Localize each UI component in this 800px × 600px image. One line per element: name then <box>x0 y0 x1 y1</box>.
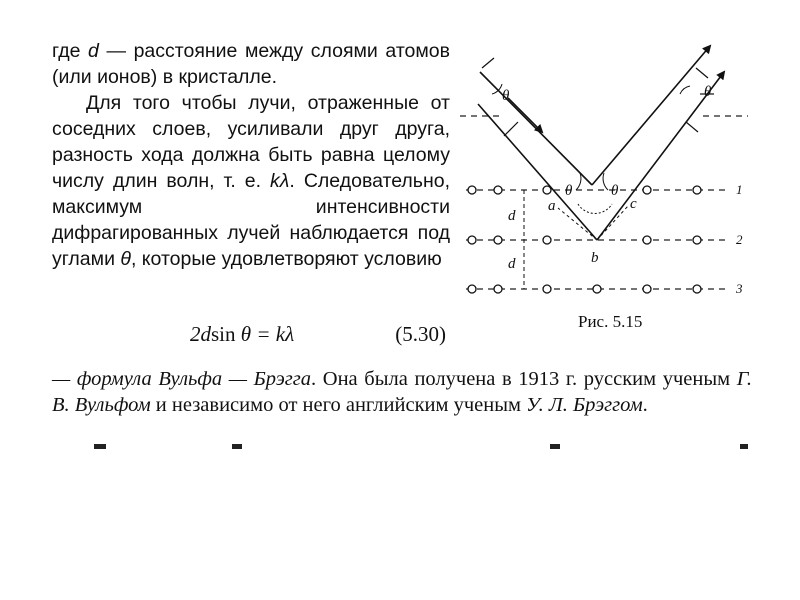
angle-arc <box>578 204 612 213</box>
label-theta: θ <box>704 84 712 100</box>
formula-part: 2d <box>190 322 211 346</box>
atom <box>494 285 502 293</box>
variable-d: d <box>88 40 99 62</box>
label-a: a <box>548 198 556 214</box>
label-spacing: d <box>508 208 516 224</box>
angle-arc <box>603 173 608 190</box>
glyph-fragment <box>94 444 106 449</box>
glyph-fragment <box>232 444 242 449</box>
label-spacing: d <box>508 256 516 272</box>
reflected-ray-1 <box>592 46 710 185</box>
text-span: , которые удовлетворяют условию <box>130 248 442 270</box>
wavefront-tick <box>482 58 494 68</box>
layer-number-2: 2 <box>736 232 743 247</box>
wavefront-tick <box>696 68 708 78</box>
text-span: где <box>52 40 89 62</box>
label-theta: θ <box>611 183 619 199</box>
wavefront-tick <box>504 122 518 136</box>
atom <box>468 236 476 244</box>
text-span: и независимо от него английским ученым <box>150 394 527 416</box>
atom <box>494 186 502 194</box>
angle-arc <box>680 86 690 94</box>
formula-name: — формула Вульфа — Брэгга <box>52 368 312 390</box>
atom <box>693 186 701 194</box>
formula-func: sin <box>211 322 236 346</box>
text-span: Для того чтобы лучи, отраженные от соседних слоев, усиливали друг друга, разность хода должна быть равна целому числу длин волн, т. е. <box>52 92 450 192</box>
atom <box>643 285 651 293</box>
angle-arc <box>576 173 581 190</box>
figure-caption: Рис. 5.15 <box>578 312 643 331</box>
text-span: . Она была получена в 1913 г. русским ученым <box>311 368 737 390</box>
atom <box>543 285 551 293</box>
atom <box>643 186 651 194</box>
wavefront-tick <box>686 122 698 132</box>
formula-row <box>52 322 450 352</box>
layer-number-3: 3 <box>736 281 743 296</box>
text-span: — расстояние между слоями атомов (или ионов) в кристалле. <box>52 40 450 88</box>
label-theta: θ <box>565 183 573 199</box>
atom <box>468 285 476 293</box>
variable-klambda: kλ <box>270 170 290 192</box>
equation-number: (5.30) <box>395 322 446 346</box>
path-difference-c <box>597 206 628 240</box>
atom <box>693 285 701 293</box>
variable-theta: θ <box>120 248 131 270</box>
paragraph-bragg <box>52 366 752 418</box>
glyph-fragment <box>550 444 560 449</box>
label-theta: θ <box>502 88 510 104</box>
glyph-fragment <box>740 444 748 449</box>
atom <box>593 285 601 293</box>
atom <box>494 236 502 244</box>
text-span: . <box>642 394 648 416</box>
incident-ray-1 <box>480 72 592 185</box>
bragg-diagram <box>458 32 758 332</box>
atom <box>693 236 701 244</box>
label-b: b <box>591 250 599 266</box>
atom <box>468 186 476 194</box>
paragraph-definition <box>52 38 450 90</box>
paragraph-condition <box>52 90 450 272</box>
bottom-paragraph <box>52 366 752 418</box>
bragg-formula <box>190 322 294 347</box>
label-c: c <box>630 196 637 212</box>
formula-part: θ = kλ <box>240 322 295 346</box>
text-column <box>52 38 450 272</box>
text-span: . Следовательно, максимум интенсивности дифрагированных лучей наблюдается под углами <box>52 170 450 270</box>
atom <box>543 236 551 244</box>
layer-number-1: 1 <box>736 182 743 197</box>
atom <box>643 236 651 244</box>
author-wulf: Г. В. Вульфом <box>52 368 752 416</box>
cropped-text-line <box>52 444 752 460</box>
author-bragg: У. Л. Брэггом <box>526 394 643 416</box>
